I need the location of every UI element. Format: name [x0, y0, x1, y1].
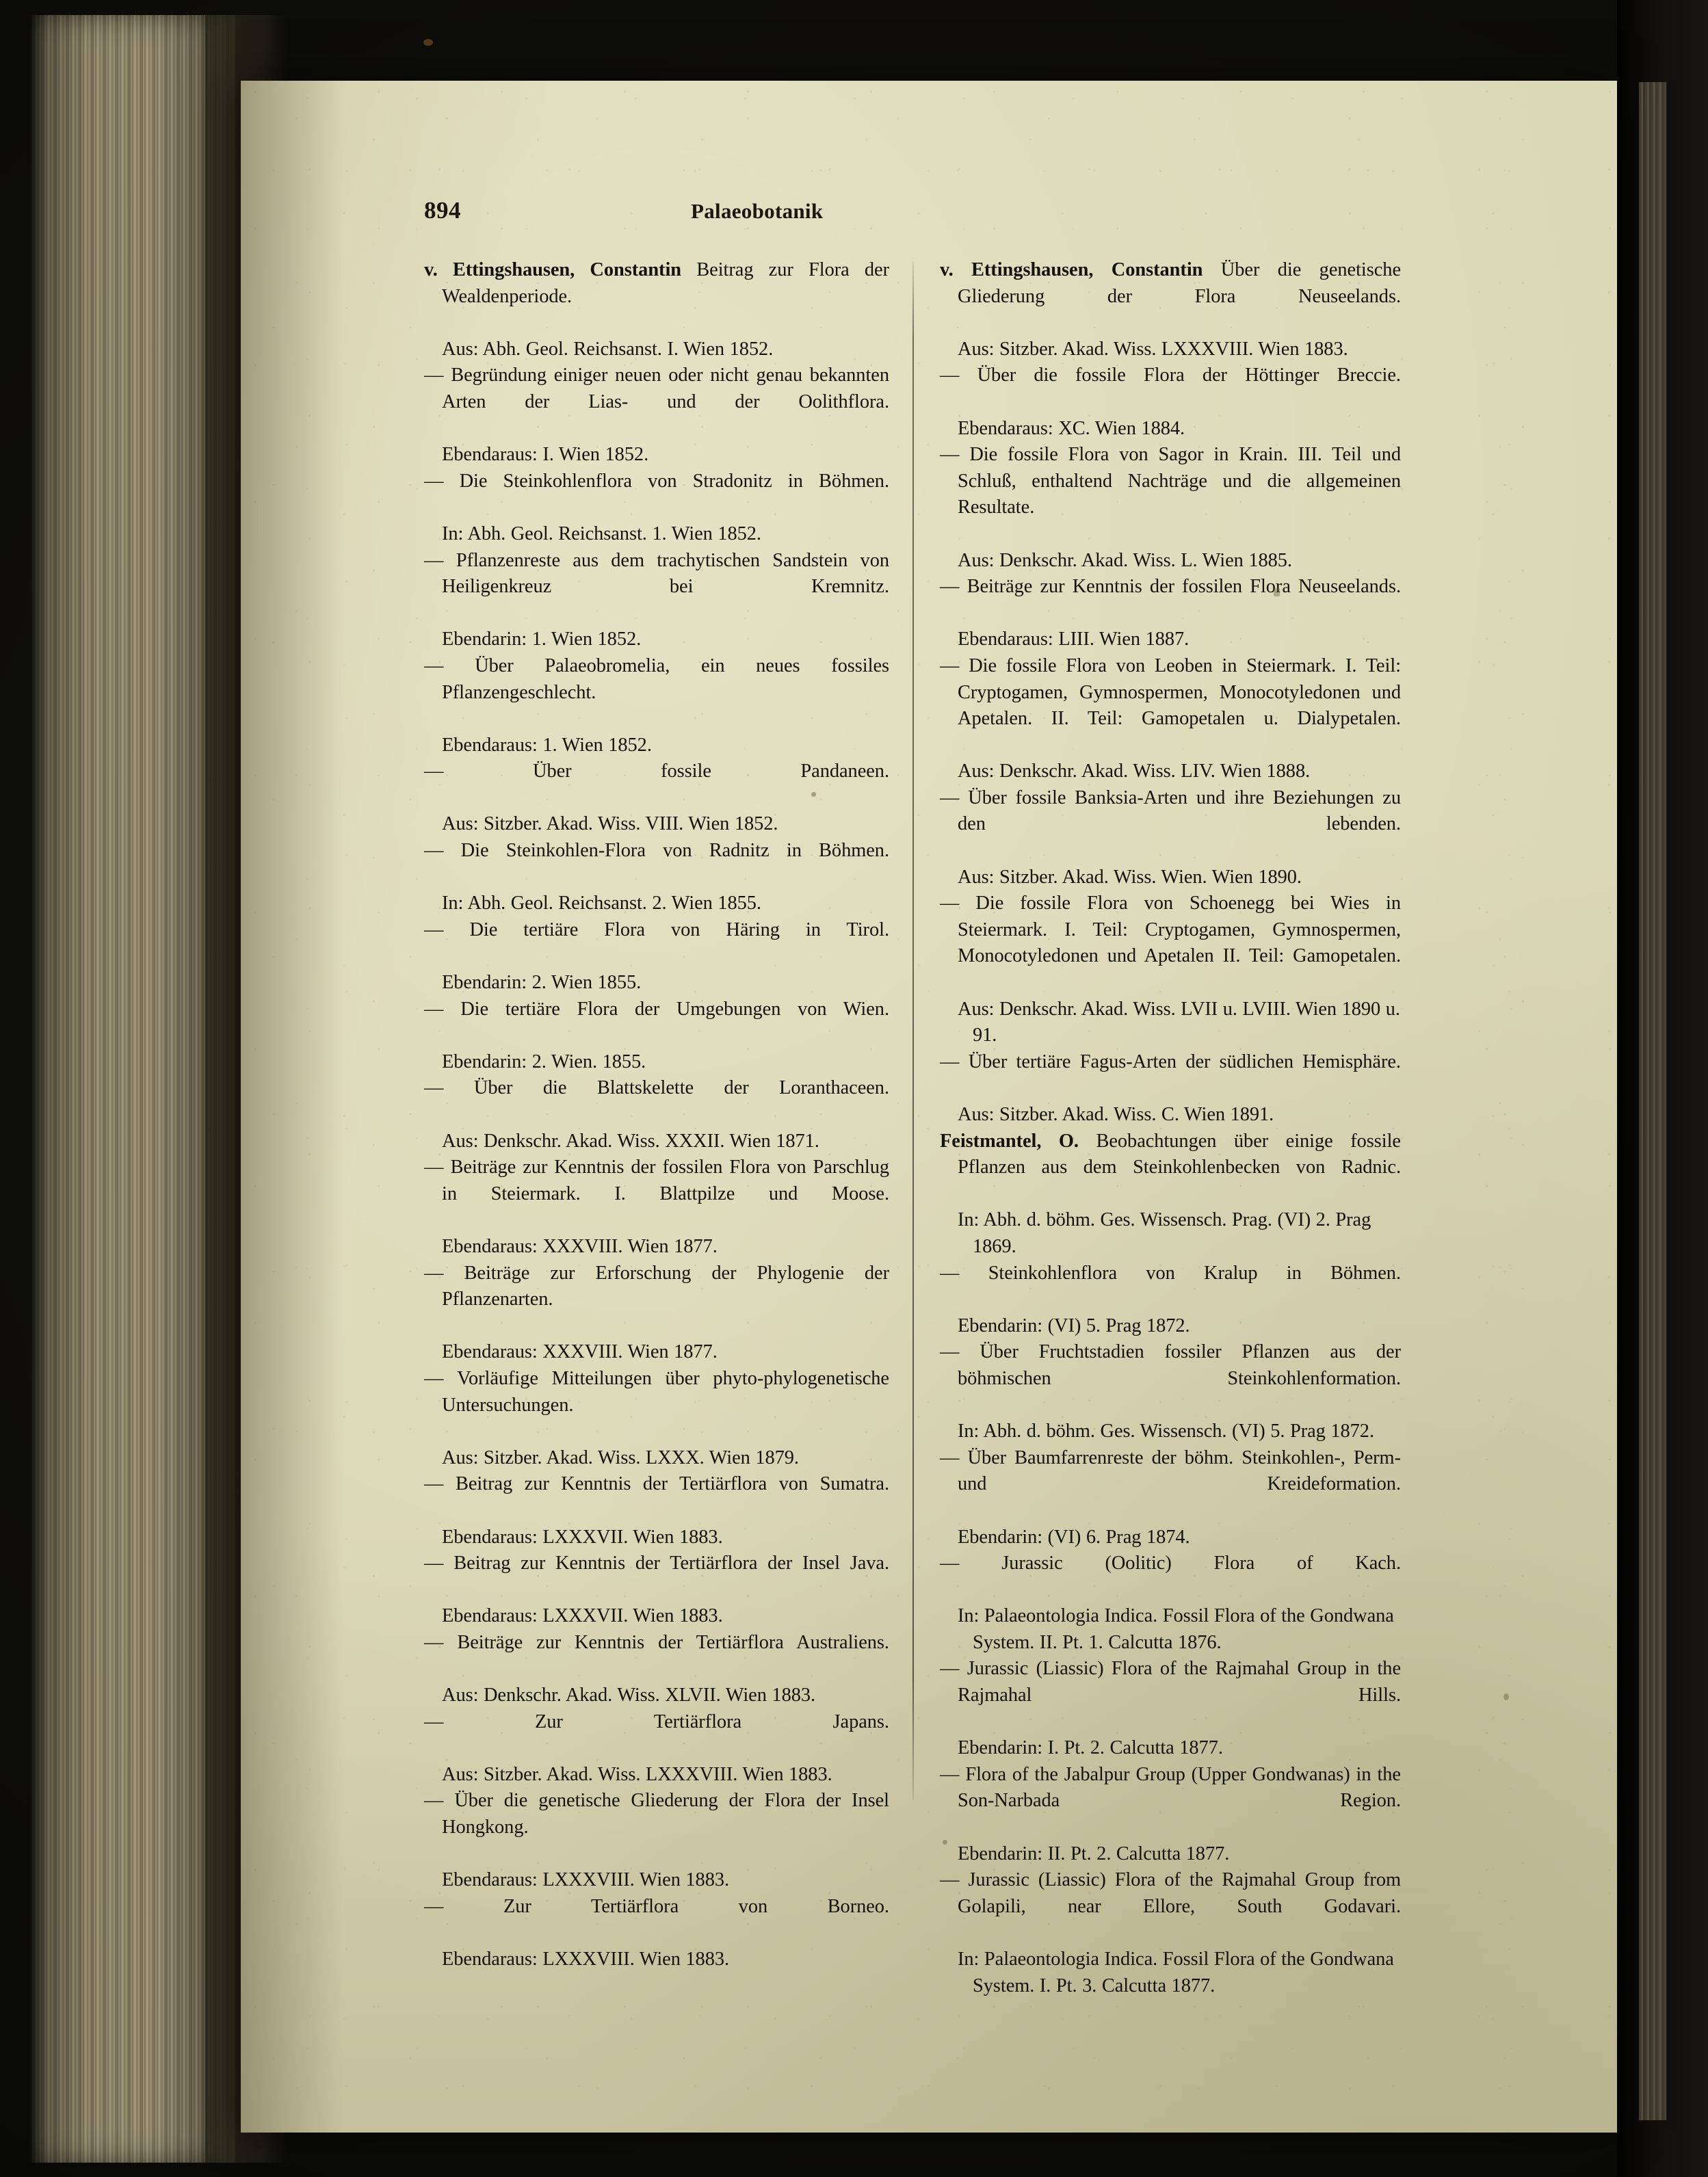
source-citation: Aus: Sitzber. Akad. Wiss. LXXXVIII. Wien 1883. [958, 338, 1348, 360]
bibliography-continuation-entry [424, 653, 889, 733]
bibliography-source-line [940, 1841, 1401, 1868]
source-citation: Ebendaraus: 1. Wien 1852. [442, 734, 652, 756]
bibliography-source-line [424, 1234, 889, 1261]
source-citation: Ebendaraus: XXXVIII. Wien 1877. [442, 1235, 718, 1257]
bibliography-continuation-entry [424, 1471, 889, 1524]
scan-speck [811, 792, 816, 797]
entry-title: Die tertiäre Flora von Häring in Tirol. [469, 919, 889, 940]
bibliography-source-line [940, 1603, 1401, 1656]
em-dash-icon: — [424, 365, 451, 386]
em-dash-icon: — [940, 444, 970, 466]
bibliography-source-line [424, 733, 889, 759]
em-dash-icon: — [940, 1763, 966, 1785]
author-name: v. Ettingshausen, Constantin [424, 259, 682, 280]
entry-title: Über die genetische Gliederung der Flora Neuseelands. [958, 259, 1401, 307]
source-citation: Aus: Denkschr. Akad. Wiss. LIV. Wien 1888. [958, 761, 1311, 782]
em-dash-icon: — [424, 1262, 464, 1284]
bibliography-author-entry [940, 1129, 1401, 1208]
entry-title: Vorläufige Mitteilungen über phyto-phylogenetische Untersuchungen. [442, 1367, 889, 1416]
entry-title: Pflanzenreste aus dem trachytischen Sandstein von Heiligenkreuz bei Kremnitz. [442, 549, 889, 598]
page-number: 894 [424, 197, 461, 224]
bibliography-continuation-entry [424, 1709, 889, 1762]
bibliography-source-line [940, 1419, 1401, 1445]
entry-title: Beobachtungen über einige fossile Pflanzen aus dem Steinkohlenbecken von Radnic. [958, 1130, 1401, 1178]
source-citation: Ebendarin: (VI) 5. Prag 1872. [958, 1315, 1190, 1336]
book-fore-edge-shadow [30, 15, 235, 2163]
running-head-title: Palaeobotanik [691, 199, 824, 223]
inner-margin-shadow [241, 81, 343, 2133]
bibliography-continuation-entry [424, 1788, 889, 1867]
bibliography-source-line [940, 997, 1401, 1049]
entry-title: Beiträge zur Kenntnis der Tertiärflora Australiens. [457, 1631, 889, 1653]
printed-page [241, 81, 1617, 2133]
entry-title: Zur Tertiärflora von Borneo. [503, 1895, 889, 1917]
entry-title: Die fossile Flora von Sagor in Krain. III. Teil und Schluß, enthaltend Nachträge und die allgemeinen Resultate. [958, 444, 1401, 518]
running-head [424, 197, 1436, 234]
em-dash-icon: — [940, 1869, 969, 1891]
em-dash-icon: — [940, 1051, 969, 1072]
bibliography-continuation-entry [424, 997, 889, 1049]
em-dash-icon: — [424, 1631, 458, 1653]
source-citation: Ebendaraus: XXXVIII. Wien 1877. [442, 1341, 718, 1363]
entry-title: Über die genetische Gliederung der Flora der Insel Hongkong. [442, 1790, 889, 1838]
bibliography-continuation-entry [940, 785, 1401, 865]
entry-title: Zur Tertiärflora Japans. [534, 1711, 889, 1732]
bibliography-source-line [424, 1683, 889, 1709]
author-name: Feistmantel, O. [940, 1130, 1079, 1152]
source-citation: Ebendarin: 1. Wien 1852. [442, 629, 642, 650]
bibliography-source-line [424, 1129, 889, 1155]
source-citation: Ebendarin: (VI) 6. Prag 1874. [958, 1526, 1190, 1548]
entry-title: Die fossile Flora von Schoenegg bei Wies in Steiermark. I. Teil: Cryptogamen, Gymnospermen, Monocotyledonen und Apetalen II. Teil: Gamopetalen. [958, 893, 1401, 967]
bibliography-source-line [424, 970, 889, 997]
entry-title: Über fossile Pandaneen. [533, 761, 889, 782]
bibliography-author-entry [940, 257, 1401, 337]
source-citation: In: Abh. d. böhm. Ges. Wissensch. (VI) 5. Prag 1872. [958, 1421, 1374, 1442]
entry-title: Beiträge zur Kenntnis der fossilen Flora von Parschlug in Steiermark. I. Blattpilze und Moose. [442, 1157, 889, 1204]
bibliography-source-line [940, 1947, 1401, 1999]
bibliography-source-line [424, 521, 889, 548]
bibliography-continuation-entry [940, 1445, 1401, 1525]
bibliography-continuation-entry [940, 1339, 1401, 1419]
bibliography-source-line [940, 758, 1401, 785]
bibliography-continuation-entry [940, 362, 1401, 415]
bibliography-continuation-entry [424, 1261, 889, 1340]
source-citation: Ebendarin: 2. Wien. 1855. [442, 1051, 646, 1072]
source-citation: Ebendaraus: LXXXVII. Wien 1883. [442, 1605, 723, 1627]
entry-title: Beiträge zur Kenntnis der fossilen Flora Neuseelands. [967, 576, 1401, 598]
em-dash-icon: — [424, 1553, 454, 1574]
entry-title: Die Steinkohlen-Flora von Radnitz in Böhmen. [460, 840, 889, 862]
entry-title: Begründung einiger neuen oder nicht genau bekannten Arten der Lias- und der Oolithflora. [442, 365, 889, 412]
em-dash-icon: — [940, 787, 969, 808]
entry-title: Über tertiäre Fagus-Arten der südlichen Hemisphäre. [968, 1051, 1401, 1072]
bibliography-continuation-entry [940, 1049, 1401, 1102]
scan-speck [423, 39, 433, 46]
source-citation: In: Abh. d. böhm. Ges. Wissensch. Prag. (VI) 2. Prag 1869. [958, 1209, 1371, 1257]
source-citation: Aus: Denkschr. Akad. Wiss. LVII u. LVIII. Wien 1890 u. 91. [958, 998, 1400, 1046]
bibliography-source-line [940, 626, 1401, 653]
bibliography-column-left [424, 257, 912, 1999]
entry-title: Beitrag zur Flora der Wealdenperiode. [442, 259, 889, 307]
em-dash-icon: — [424, 1790, 455, 1812]
bibliography-continuation-entry [940, 653, 1401, 758]
bibliography-source-line [424, 442, 889, 469]
bibliography-continuation-entry [940, 1867, 1401, 1947]
entry-title: Steinkohlenflora von Kralup in Böhmen. [988, 1262, 1401, 1284]
source-citation: Aus: Sitzber. Akad. Wiss. VIII. Wien 1852. [442, 813, 778, 835]
em-dash-icon: — [424, 1077, 474, 1099]
em-dash-icon: — [424, 998, 461, 1020]
bibliography-source-line [940, 865, 1401, 891]
bibliography-source-line [424, 811, 889, 838]
source-citation: Ebendaraus: XC. Wien 1884. [958, 417, 1185, 439]
bibliography-source-line [940, 548, 1401, 575]
entry-title: Beitrag zur Kenntnis der Tertiärflora von Sumatra. [455, 1473, 889, 1495]
bibliography-source-line [940, 416, 1401, 443]
bibliography-continuation-entry [940, 1762, 1401, 1841]
entry-title: Flora of the Jabalpur Group (Upper Gondwanas) in the Son-Narbada Region. [958, 1763, 1401, 1812]
bibliography-continuation-entry [940, 890, 1401, 996]
em-dash-icon: — [940, 1341, 980, 1363]
em-dash-icon: — [940, 576, 967, 598]
bibliography-continuation-entry [424, 758, 889, 811]
two-column-body [424, 257, 1436, 1999]
bibliography-continuation-entry [424, 1551, 889, 1603]
source-citation: Ebendarin: II. Pt. 2. Calcutta 1877. [958, 1843, 1230, 1864]
bibliography-source-line [424, 1445, 889, 1472]
em-dash-icon: — [424, 761, 533, 782]
bibliography-continuation-entry [940, 574, 1401, 626]
entry-title: Die tertiäre Flora der Umgebungen von Wien. [460, 998, 889, 1020]
source-citation: Ebendaraus: LXXXVIII. Wien 1883. [442, 1869, 730, 1891]
em-dash-icon: — [424, 1711, 535, 1732]
bibliography-source-line [424, 890, 889, 917]
bibliography-source-line [424, 626, 889, 653]
page-content [424, 197, 1436, 1999]
em-dash-icon: — [940, 893, 976, 914]
em-dash-icon: — [940, 1658, 967, 1680]
bibliography-source-line [424, 1339, 889, 1366]
bibliography-continuation-entry [424, 838, 889, 890]
bibliography-author-entry [424, 257, 889, 337]
bibliography-continuation-entry [424, 1630, 889, 1683]
column-divider-rule [912, 261, 914, 1800]
bibliography-column-right [912, 257, 1401, 1999]
bibliography-continuation-entry [424, 1155, 889, 1234]
bibliography-source-line [424, 1762, 889, 1789]
source-citation: In: Abh. Geol. Reichsanst. 2. Wien 1855. [442, 893, 761, 914]
source-citation: Aus: Denkschr. Akad. Wiss. XXXII. Wien 1871. [442, 1130, 819, 1152]
scan-speck [1274, 588, 1280, 596]
source-citation: Aus: Denkschr. Akad. Wiss. L. Wien 1885. [958, 549, 1292, 571]
source-citation: Aus: Denkschr. Akad. Wiss. XLVII. Wien 1883. [442, 1685, 816, 1706]
source-citation: In: Palaeontologia Indica. Fossil Flora of the Gondwana System. I. Pt. 3. Calcutta 1877. [958, 1949, 1394, 1996]
entry-title: Jurassic (Liassic) Flora of the Rajmahal Group from Golapili, near Ellore, South Godavari. [958, 1869, 1401, 1917]
bibliography-continuation-entry [940, 1261, 1401, 1313]
scan-speck [1503, 1693, 1509, 1700]
entry-title: Über Fruchtstadien fossiler Pflanzen aus der böhmischen Steinkohlenformation. [958, 1341, 1401, 1389]
bibliography-source-line [940, 1525, 1401, 1551]
bibliography-source-line [424, 337, 889, 363]
em-dash-icon: — [424, 1157, 451, 1178]
em-dash-icon: — [424, 1473, 456, 1495]
entry-title: Jurassic (Liassic) Flora of the Rajmahal Group in the Rajmahal Hills. [958, 1658, 1401, 1706]
entry-title: Die fossile Flora von Leoben in Steiermark. I. Teil: Cryptogamen, Gymnospermen, Monocotyledonen und Apetalen. II. Teil: Gamopetalen u. Dialypetalen. [958, 655, 1402, 730]
em-dash-icon: — [424, 470, 460, 492]
source-citation: Ebendarin: 2. Wien 1855. [442, 972, 642, 994]
em-dash-icon: — [940, 365, 977, 386]
em-dash-icon: — [424, 1367, 458, 1389]
em-dash-icon: — [940, 655, 969, 676]
source-citation: Aus: Sitzber. Akad. Wiss. LXXX. Wien 1879. [442, 1447, 799, 1468]
bibliography-source-line [424, 1049, 889, 1076]
bibliography-continuation-entry [424, 1075, 889, 1128]
entry-title: Über die fossile Flora der Höttinger Breccie. [977, 365, 1401, 386]
em-dash-icon: — [940, 1447, 968, 1468]
bibliography-source-line [424, 1525, 889, 1551]
source-citation: In: Abh. Geol. Reichsanst. 1. Wien 1852. [442, 523, 761, 544]
em-dash-icon: — [424, 919, 470, 940]
bibliography-continuation-entry [424, 917, 889, 970]
bibliography-continuation-entry [940, 442, 1401, 547]
bibliography-continuation-entry [424, 1366, 889, 1445]
source-citation: Aus: Abh. Geol. Reichsanst. I. Wien 1852. [442, 338, 774, 360]
em-dash-icon: — [940, 1553, 1002, 1574]
bibliography-source-line [424, 1947, 889, 1973]
bibliography-continuation-entry [424, 362, 889, 442]
em-dash-icon: — [424, 1895, 503, 1917]
source-citation: Ebendaraus: LIII. Wien 1887. [958, 629, 1190, 650]
source-citation: Aus: Sitzber. Akad. Wiss. Wien. Wien 1890. [958, 866, 1302, 888]
source-citation: In: Palaeontologia Indica. Fossil Flora of the Gondwana System. II. Pt. 1. Calcutta 1876. [958, 1605, 1394, 1653]
bibliography-source-line [940, 1313, 1401, 1340]
entry-title: Über die Blattskelette der Loranthaceen. [473, 1077, 890, 1099]
bibliography-source-line [940, 337, 1401, 363]
bibliography-continuation-entry [424, 469, 889, 521]
source-citation: Ebendaraus: LXXXVII. Wien 1883. [442, 1526, 723, 1548]
source-citation: Aus: Sitzber. Akad. Wiss. LXXXVIII. Wien 1883. [442, 1763, 832, 1785]
em-dash-icon: — [424, 549, 456, 571]
bibliography-source-line [940, 1207, 1401, 1260]
bibliography-source-line [940, 1735, 1401, 1762]
bibliography-source-line [424, 1603, 889, 1630]
bibliography-source-line [424, 1867, 889, 1894]
right-page-edge-strip [1639, 82, 1666, 2120]
bibliography-continuation-entry [424, 548, 889, 627]
em-dash-icon: — [424, 655, 475, 676]
source-citation: Ebendaraus: I. Wien 1852. [442, 444, 649, 466]
source-citation: Aus: Sitzber. Akad. Wiss. C. Wien 1891. [958, 1104, 1274, 1125]
entry-title: Über Baumfarrenreste der böhm. Steinkohlen-, Perm- und Kreideformation. [958, 1447, 1401, 1495]
entry-title: Über Palaeobromelia, ein neues fossiles Pflanzengeschlecht. [442, 655, 889, 703]
scan-speck [943, 1840, 947, 1845]
entry-title: Die Steinkohlenflora von Stradonitz in Böhmen. [459, 470, 889, 492]
source-citation: Ebendarin: I. Pt. 2. Calcutta 1877. [958, 1737, 1223, 1759]
source-citation: Ebendaraus: LXXXVIII. Wien 1883. [442, 1949, 730, 1970]
em-dash-icon: — [424, 840, 461, 862]
bibliography-continuation-entry [940, 1551, 1401, 1603]
entry-title: Beitrag zur Kenntnis der Tertiärflora der Insel Java. [454, 1553, 889, 1574]
author-name: v. Ettingshausen, Constantin [940, 259, 1203, 280]
entry-title: Über fossile Banksia-Arten und ihre Beziehungen zu den lebenden. [958, 787, 1401, 835]
bibliography-continuation-entry [424, 1894, 889, 1947]
em-dash-icon: — [940, 1262, 988, 1284]
bibliography-source-line [940, 1102, 1401, 1129]
entry-title: Beiträge zur Erforschung der Phylogenie der Pflanzenarten. [442, 1262, 889, 1310]
entry-title: Jurassic (Oolitic) Flora of Kach. [1001, 1553, 1401, 1574]
bibliography-continuation-entry [940, 1656, 1401, 1735]
